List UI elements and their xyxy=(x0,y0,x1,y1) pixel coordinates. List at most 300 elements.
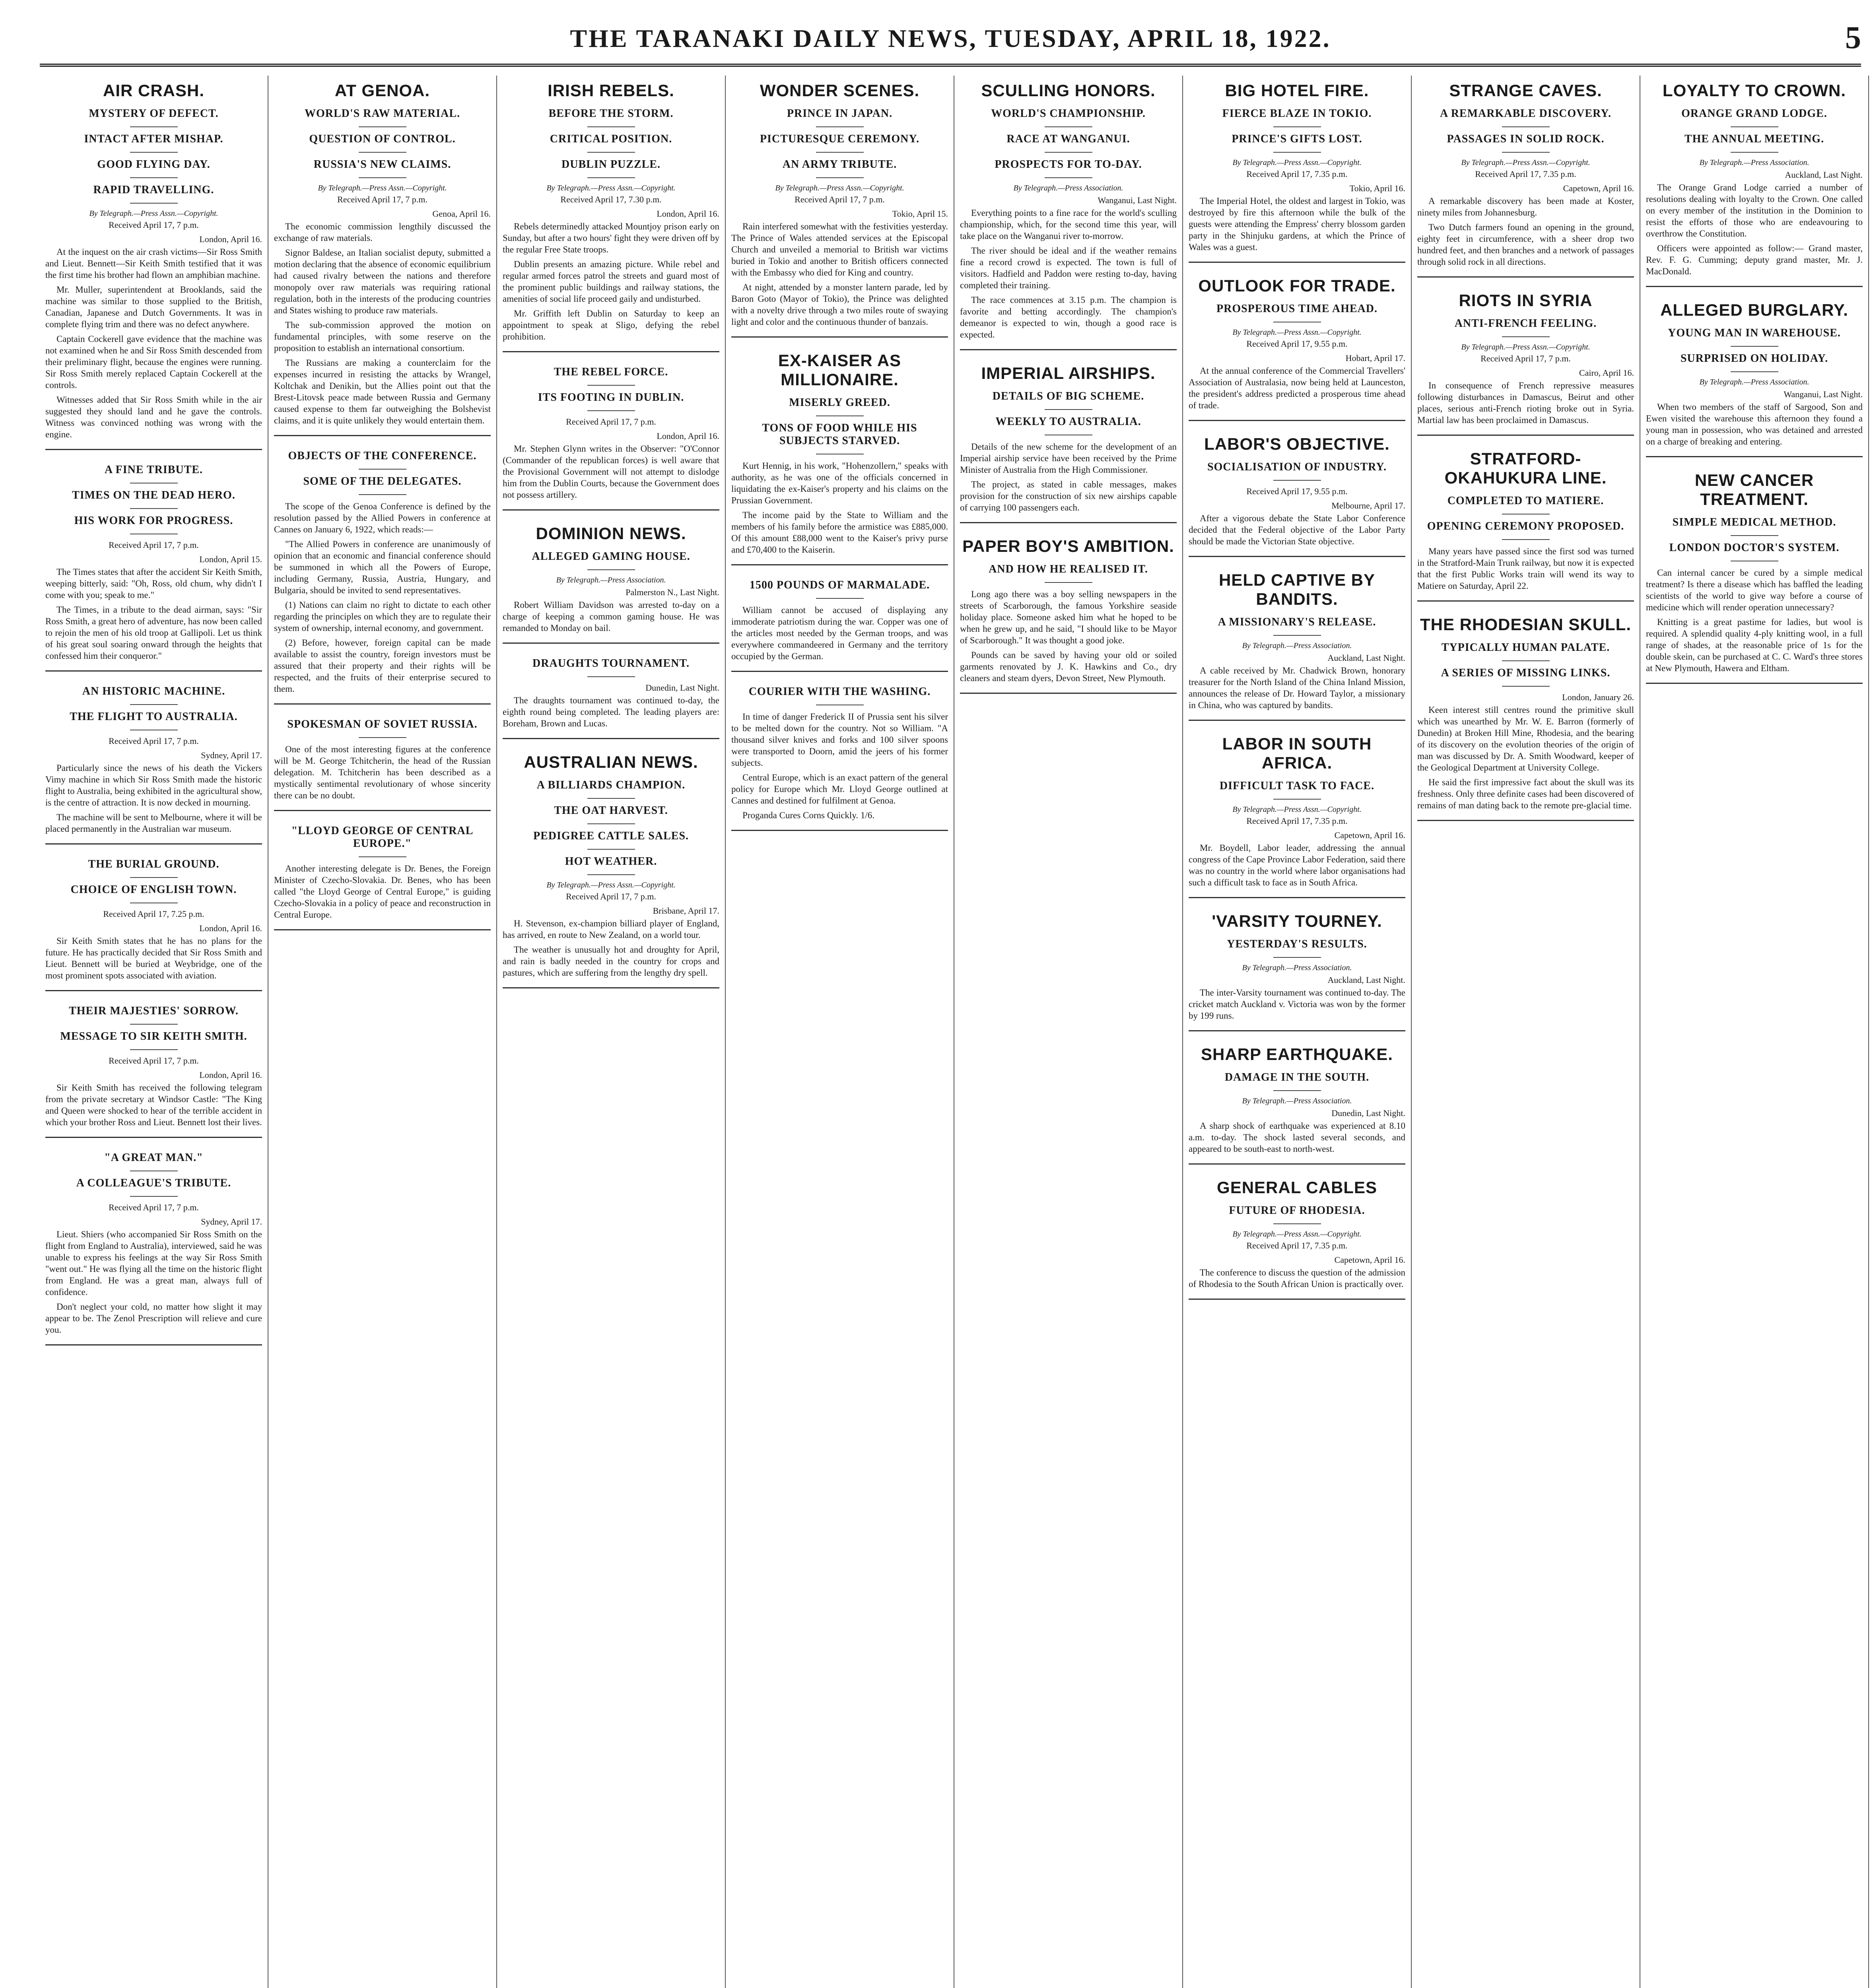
article xyxy=(503,81,719,352)
article-paragraph: (1) Nations can claim no right to dictate to each other regarding the principles on which they are to regulate their system of ownership, internal economy, and government. xyxy=(274,600,491,633)
article-paragraph: After a vigorous debate the State Labor Conference decided that the Federal objective of the Labor Party should be made the Victorian State objective. xyxy=(1189,513,1405,546)
article xyxy=(960,537,1177,694)
article-credit: By Telegraph.—Press Assn.—Copyright. xyxy=(1461,343,1590,351)
article-headline: IRISH REBELS. xyxy=(548,81,674,100)
article-subheading: RUSSIA'S NEW CLAIMS. xyxy=(274,158,491,178)
article-dateline: Melbourne, April 17. xyxy=(1331,501,1405,511)
article-received: Received April 17, 7.35 p.m. xyxy=(1246,816,1348,826)
article xyxy=(45,1005,262,1138)
article-dateline: Auckland, Last Night. xyxy=(1785,170,1863,180)
article-paragraph: Kurt Hennig, in his work, "Hohenzollern," speaks with authority, as he was one of the officials concerned in liquidating the ex-Kaiser's property and his claims on the Prussian Government. xyxy=(731,461,948,505)
article-headline: HELD CAPTIVE BY BANDITS. xyxy=(1218,571,1376,608)
article-credit: By Telegraph.—Press Association. xyxy=(1699,378,1809,386)
article xyxy=(1417,81,1634,278)
article-paragraph: William cannot be accused of displaying any immoderate patriotism during the war. Copper was one of the articles most needed by the German troops, and was everywhere commandeered in Germany and the territory occupied by the German. xyxy=(731,605,948,661)
article xyxy=(731,685,948,831)
article-headline: EX-KAISER AS MILLIONAIRE. xyxy=(778,351,902,389)
article-headline: DOMINION NEWS. xyxy=(536,524,686,543)
article-divider xyxy=(274,810,491,811)
article-divider xyxy=(503,738,719,739)
article-headline: ALLEGED BURGLARY. xyxy=(1660,301,1848,319)
article-divider xyxy=(1189,720,1405,721)
article-subheading: THE ANNUAL MEETING. xyxy=(1646,133,1863,153)
article-received: Received April 17, 7 p.m. xyxy=(109,1202,199,1212)
article-paragraph: (2) Before, however, foreign capital can be made available to assist the country, foreign investors must be assured that their property and their rights will be respected, and the fruits of their enterprise secured to them. xyxy=(274,638,491,694)
article xyxy=(274,450,491,705)
article-divider xyxy=(1646,286,1863,287)
article-received: Received April 17, 7.35 p.m. xyxy=(1246,1241,1348,1250)
article-headline: LABOR IN SOUTH AFRICA. xyxy=(1222,734,1372,772)
article-paragraph: The Imperial Hotel, the oldest and largest in Tokio, was destroyed by fire this afternoon while the bulk of the guests were attending the Empress' cherry blossom garden party in the Shinjuku gardens, at which the Prince of Wales was a guest. xyxy=(1189,196,1405,252)
article-dateline: London, April 16. xyxy=(199,234,262,244)
article-headline: THE RHODESIAN SKULL. xyxy=(1420,615,1631,634)
article-dateline: Palmerston N., Last Night. xyxy=(626,587,719,597)
article-headline: BIG HOTEL FIRE. xyxy=(1225,81,1369,100)
column-3 xyxy=(497,76,726,1988)
article-dateline: Sydney, April 17. xyxy=(201,1217,262,1227)
article-subheading: HIS WORK FOR PROGRESS. xyxy=(45,514,262,534)
article-headline: LABOR'S OBJECTIVE. xyxy=(1204,435,1390,453)
article-divider xyxy=(503,643,719,644)
article-paragraph: The Russians are making a counterclaim for the expenses incurred in resisting the attacks by Wrangel, Koltchak and Denikin, but the Allies point out that the Brest-Litovsk peace made between Russia and Germany caused expense to them far outweighing the Bolshevist claims, and it is quite unlikely they would entertain them. xyxy=(274,358,491,425)
article-credit: By Telegraph.—Press Assn.—Copyright. xyxy=(546,184,676,192)
article-subheading: TIMES ON THE DEAD HERO. xyxy=(45,489,262,509)
article xyxy=(960,364,1177,523)
article-subheading: A SERIES OF MISSING LINKS. xyxy=(1417,667,1634,687)
article xyxy=(274,81,491,436)
article-subheading: PRINCE IN JAPAN. xyxy=(731,107,948,127)
column-6 xyxy=(1183,76,1412,1988)
article-paragraph: Rain interfered somewhat with the festivities yesterday. The Prince of Wales attended services at the Episcopal Church and unveiled a memorial to British war victims buried in Tokio and another to British officers connected with the Embassy who died for King and country. xyxy=(731,221,948,278)
article-paragraph: The river should be ideal and if the weather remains fine a record crowd is expected. The town is full of visitors. Hadfield and Paddon were resting to-day, having completed their training. xyxy=(960,246,1177,290)
article-dateline: London, April 16. xyxy=(657,431,719,441)
article-received: Received April 17, 9.55 p.m. xyxy=(1246,339,1348,349)
article-divider xyxy=(45,843,262,845)
article-credit: By Telegraph.—Press Assn.—Copyright. xyxy=(1232,1230,1362,1239)
article-paragraph: Mr. Boydell, Labor leader, addressing the annual congress of the Cape Province Labor Federation, said there was no country in the world where labor organisations had such a difficult task to face as in South Africa. xyxy=(1189,843,1405,887)
article xyxy=(1189,912,1405,1031)
article-subheading: BEFORE THE STORM. xyxy=(503,107,719,127)
article-subheading: "LLOYD GEORGE OF CENTRAL EUROPE." xyxy=(274,825,491,857)
article-divider xyxy=(960,349,1177,350)
article-subheading: WORLD'S CHAMPIONSHIP. xyxy=(960,107,1177,127)
article-paragraph: The Times states that after the accident Sir Keith Smith, weeping bitterly, said: "Oh, Ross, old chum, why didn't I come with you; speak to me." xyxy=(45,567,262,600)
article xyxy=(274,825,491,930)
article xyxy=(503,524,719,644)
article-subheading: DRAUGHTS TOURNAMENT. xyxy=(503,657,719,677)
article-divider xyxy=(1189,420,1405,421)
article-divider xyxy=(731,671,948,672)
article-subheading: LONDON DOCTOR'S SYSTEM. xyxy=(1646,542,1863,561)
article-dateline: London, April 15. xyxy=(199,554,262,564)
article-headline: AUSTRALIAN NEWS. xyxy=(524,753,698,771)
article xyxy=(45,685,262,845)
article-paragraph: The Orange Grand Lodge carried a number of resolutions dealing with loyalty to the Crown. One called on every member of the institution in the Dominion to resist the efforts of those who are endeavouring to overthrow the Constitution. xyxy=(1646,182,1863,239)
article xyxy=(1417,615,1634,821)
article-dateline: Cairo, April 16. xyxy=(1579,368,1634,378)
article-subheading: YESTERDAY'S RESULTS. xyxy=(1189,938,1405,958)
article-credit: By Telegraph.—Press Assn.—Copyright. xyxy=(1232,158,1362,167)
article-subheading: OBJECTS OF THE CONFERENCE. xyxy=(274,450,491,470)
article-subheading: OPENING CEREMONY PROPOSED. xyxy=(1417,520,1634,540)
article-headline: 'VARSITY TOURNEY. xyxy=(1212,912,1382,930)
article-dateline: Capetown, April 16. xyxy=(1563,183,1634,193)
article-dateline: London, April 16. xyxy=(199,923,262,933)
article-paragraph: The Times, in a tribute to the dead airman, says: "Sir Ross Smith, a great hero of adventure, has now been called to rejoin the men of his old troop at Gallipoli. Let us think of his great soul soaring onward through the heights that confessed him their conqueror." xyxy=(45,605,262,661)
article xyxy=(1417,291,1634,436)
article-received: Received April 17, 7.25 p.m. xyxy=(103,909,204,919)
article-paragraph: Rebels determinedly attacked Mountjoy prison early on Sunday, but after a two hours' fight they were driven off by the regular Free State troops. xyxy=(503,221,719,254)
article-dateline: Brisbane, April 17. xyxy=(653,906,719,916)
article-paragraph: Two Dutch farmers found an opening in the ground, eighty feet in circumference, with a sheer drop two hundred feet, and then branches and a network of passages through solid rock in all directions. xyxy=(1417,222,1634,267)
article-credit: By Telegraph.—Press Association. xyxy=(1013,184,1123,192)
article xyxy=(1417,449,1634,602)
article-paragraph: A remarkable discovery has been made at Koster, ninety miles from Johannesburg. xyxy=(1417,196,1634,217)
article-credit: By Telegraph.—Press Assn.—Copyright. xyxy=(546,881,676,889)
article-subheading: HOT WEATHER. xyxy=(503,855,719,875)
article-paragraph: Dublin presents an amazing picture. While rebel and regular armed forces patrol the streets and guard most of the prominent public buildings and railway stations, the amenities of social life proceed gaily and undisturbed. xyxy=(503,259,719,304)
article-paragraph: At the inquest on the air crash victims—Sir Ross Smith and Lieut. Bennett—Sir Keith Smith testified that it was the first time his brother had flown an amphibian machine. xyxy=(45,247,262,280)
article-dateline: Capetown, April 16. xyxy=(1334,1255,1405,1265)
article xyxy=(45,1151,262,1345)
article-paragraph: The inter-Varsity tournament was continued to-day. The cricket match Auckland v. Victoria was won by the former by 199 runs. xyxy=(1189,988,1405,1021)
article-subheading: FUTURE OF RHODESIA. xyxy=(1189,1204,1405,1224)
article xyxy=(503,366,719,511)
article-received: Received April 17, 7.35 p.m. xyxy=(1475,169,1576,179)
column-5 xyxy=(954,76,1183,1988)
article xyxy=(1646,301,1863,457)
article-paragraph: Signor Baldese, an Italian socialist deputy, submitted a motion declaring that the absence of economic equilibrium had caused rivalry between the nations and therefore monopoly over raw materials was requiring rational regulation, both in the interests of the producing countries and States wishing to produce raw materials. xyxy=(274,248,491,315)
article-received: Received April 17, 9.55 p.m. xyxy=(1246,486,1348,496)
article-headline: AIR CRASH. xyxy=(103,81,204,100)
article-subheading: THE BURIAL GROUND. xyxy=(45,858,262,878)
article xyxy=(1189,435,1405,557)
article xyxy=(960,81,1177,350)
article-subheading: SIMPLE MEDICAL METHOD. xyxy=(1646,516,1863,536)
article-subheading: TYPICALLY HUMAN PALATE. xyxy=(1417,641,1634,661)
article-paragraph: Robert William Davidson was arrested to-day on a charge of keeping a common gaming house. He was remanded to Monday on bail. xyxy=(503,600,719,633)
article-headline: STRATFORD-OKAHUKURA LINE. xyxy=(1444,449,1607,487)
article-divider xyxy=(274,929,491,930)
article-subheading: RAPID TRAVELLING. xyxy=(45,184,262,204)
newspaper-columns xyxy=(40,76,1869,1988)
article-subheading: SOME OF THE DELEGATES. xyxy=(274,475,491,495)
article-paragraph: Sir Keith Smith states that he has no plans for the future. He has practically decided that Sir Ross Smith and Lieut. Bennett will be buried at Weybridge, one of the most prominent spots associated with aviation. xyxy=(45,936,262,980)
article-subheading: CHOICE OF ENGLISH TOWN. xyxy=(45,883,262,903)
article-divider xyxy=(1646,456,1863,457)
article-divider xyxy=(1189,897,1405,898)
article-subheading: ORANGE GRAND LODGE. xyxy=(1646,107,1863,127)
article-divider xyxy=(1417,435,1634,436)
article-dateline: Auckland, Last Night. xyxy=(1327,975,1405,985)
article-divider xyxy=(1189,262,1405,263)
article-paragraph: A cable received by Mr. Chadwick Brown, honorary treasurer for the North Island of the China Inland Mission, announces the release of Dr. Howard Taylor, a missionary in China, who was captured by bandits. xyxy=(1189,666,1405,710)
article-paragraph: Can internal cancer be cured by a simple medical treatment? Is there a disease which has baffled the leading scientists of the world to give way before a course of medicine which will render operation unnecessary? xyxy=(1646,568,1863,612)
article-subheading: ITS FOOTING IN DUBLIN. xyxy=(503,391,719,411)
article-paragraph: He said the first impressive fact about the skull was its freshness. Only three definite cases had been discovered of remains of man dating back to the remote pre-glacial time. xyxy=(1417,777,1634,810)
article-credit: By Telegraph.—Press Assn.—Copyright. xyxy=(1232,328,1362,337)
article-paragraph: Sir Keith Smith has received the following telegram from the private secretary at Windsor Castle: "The King and Queen were shocked to hear of the terrible accident in which your brother Ross and Lieut. Bennett lost their lives. xyxy=(45,1083,262,1127)
article-subheading: ALLEGED GAMING HOUSE. xyxy=(503,550,719,570)
article-paragraph: Details of the new scheme for the development of an Imperial airship service have been received by the Prime Minister of Australia from the High Commissioner. xyxy=(960,442,1177,475)
article-dateline: Tokio, April 16. xyxy=(1349,183,1405,193)
article-paragraph: Mr. Muller, superintendent at Brooklands, said the machine was similar to those supplied to the British, Canadian, Japanese and Dutch Governments. It was in complete flying trim and there was no defect anywhere. xyxy=(45,285,262,329)
article-subheading: YOUNG MAN IN WAREHOUSE. xyxy=(1646,327,1863,347)
article-headline: LOYALTY TO CROWN. xyxy=(1662,81,1846,100)
column-8 xyxy=(1640,76,1869,1988)
column-7 xyxy=(1412,76,1640,1988)
article-subheading: CRITICAL POSITION. xyxy=(503,133,719,153)
article xyxy=(1189,1178,1405,1300)
article-dateline: Dunedin, Last Night. xyxy=(1331,1108,1405,1118)
article-headline: PAPER BOY'S AMBITION. xyxy=(962,537,1174,555)
article xyxy=(1189,734,1405,898)
article-divider xyxy=(45,449,262,450)
article-divider xyxy=(503,351,719,352)
article-dateline: Dunedin, Last Night. xyxy=(645,683,719,693)
article-dateline: Sydney, April 17. xyxy=(201,750,262,760)
article xyxy=(1189,81,1405,263)
article-paragraph: The draughts tournament was continued to-day, the eighth round being completed. The leading players are: Boreham, Brown and Lucas. xyxy=(503,695,719,728)
article-dateline: Capetown, April 16. xyxy=(1334,830,1405,840)
article-subheading: PROSPECTS FOR TO-DAY. xyxy=(960,158,1177,178)
article-dateline: Wanganui, Last Night. xyxy=(1784,389,1863,399)
article-headline: SCULLING HONORS. xyxy=(981,81,1156,100)
article-divider xyxy=(731,564,948,565)
article-paragraph: Don't neglect your cold, no matter how slight it may appear to be. The Zenol Prescription will relieve and cure you. xyxy=(45,1302,262,1335)
article-headline: IMPERIAL AIRSHIPS. xyxy=(981,364,1156,382)
article-subheading: MISERLY GREED. xyxy=(731,396,948,416)
article-headline: WONDER SCENES. xyxy=(760,81,920,100)
article-received: Received April 17, 7 p.m. xyxy=(109,1056,199,1066)
article-divider xyxy=(503,509,719,511)
article-received: Received April 17, 7 p.m. xyxy=(795,194,885,204)
article-paragraph: Officers were appointed as follow:— Grand master, Rev. F. G. Cumming; deputy grand master, Mr. J. MacDonald. xyxy=(1646,243,1863,276)
article-divider xyxy=(1417,600,1634,602)
article-subheading: A COLLEAGUE'S TRIBUTE. xyxy=(45,1177,262,1197)
article-subheading: PICTURESQUE CEREMONY. xyxy=(731,133,948,153)
article-paragraph: Mr. Stephen Glynn writes in the Observer: "O'Connor (Commander of the republican forces) is well aware that the Provisional Government will not attempt to dislodge him from the Dublin Courts, because the Government does not possess artillery. xyxy=(503,444,719,500)
article-subheading: AN ARMY TRIBUTE. xyxy=(731,158,948,178)
article-received: Received April 17, 7.30 p.m. xyxy=(560,194,662,204)
article-received: Received April 17, 7 p.m. xyxy=(566,891,656,901)
article xyxy=(1189,276,1405,421)
article-subheading: DAMAGE IN THE SOUTH. xyxy=(1189,1071,1405,1091)
article-paragraph: The race commences at 3.15 p.m. The champion is favorite and betting accordingly. The champion's demeanor is expected to win, though a good race is expected. xyxy=(960,295,1177,340)
article-subheading: AN HISTORIC MACHINE. xyxy=(45,685,262,705)
article-subheading: WEEKLY TO AUSTRALIA. xyxy=(960,415,1177,435)
article-headline: STRANGE CAVES. xyxy=(1449,81,1602,100)
article-dateline: Auckland, Last Night. xyxy=(1327,653,1405,663)
article-received: Received April 17, 7 p.m. xyxy=(337,194,427,204)
article-paragraph: Proganda Cures Corns Quickly. 1/6. xyxy=(742,810,874,820)
article-divider xyxy=(274,435,491,436)
article-subheading: PRINCE'S GIFTS LOST. xyxy=(1189,133,1405,153)
article-divider xyxy=(1417,820,1634,821)
article-paragraph: The weather is unusually hot and droughty for April, and rain is badly needed in the country for crops and pastures, which are suffering from the lengthy dry spell. xyxy=(503,945,719,978)
article-subheading: PROSPEROUS TIME AHEAD. xyxy=(1189,303,1405,322)
article-credit: By Telegraph.—Press Association. xyxy=(556,576,666,584)
article-paragraph: Another interesting delegate is Dr. Benes, the Foreign Minister of Czecho-Slovakia. Dr. Benes, who has been called "the Lloyd George of Central Europe," is guiding Czecho-Slovakia in a policy of peace and reconstruction in Central Europe. xyxy=(274,864,491,920)
article-subheading: MYSTERY OF DEFECT. xyxy=(45,107,262,127)
article-headline: AT GENOA. xyxy=(334,81,430,100)
article-dateline: Hobart, April 17. xyxy=(1345,353,1405,363)
article-divider xyxy=(960,522,1177,523)
article-subheading: PASSAGES IN SOLID ROCK. xyxy=(1417,133,1634,153)
article-headline: NEW CANCER TREATMENT. xyxy=(1694,471,1814,509)
article-subheading: WORLD'S RAW MATERIAL. xyxy=(274,107,491,127)
article-subheading: SOCIALISATION OF INDUSTRY. xyxy=(1189,461,1405,481)
article-subheading: TONS OF FOOD WHILE HIS SUBJECTS STARVED. xyxy=(731,422,948,454)
article-divider xyxy=(45,990,262,991)
article-paragraph: Long ago there was a boy selling newspapers in the streets of Scarborough, the famous Yorkshire seaside holiday place. Someone asked him what he hoped to be when he grew up, and he said, "I should like to be Mayor of Scarborough." It was thought a good joke. xyxy=(960,589,1177,645)
article-divider xyxy=(1189,1163,1405,1165)
article-headline: RIOTS IN SYRIA xyxy=(1459,291,1593,310)
article-subheading: COMPLETED TO MATIERE. xyxy=(1417,495,1634,514)
article-paragraph: The conference to discuss the question of the admission of Rhodesia to the South African Union is practically over. xyxy=(1189,1268,1405,1289)
article xyxy=(731,579,948,672)
article-paragraph: Lieut. Shiers (who accompanied Sir Ross Smith on the flight from England to Australia), interviewed, said he was unable to express his feelings at the way Sir Ross Smith "went out." He was flying all the time on the historic flight from England. He was a great man, always full of confidence. xyxy=(45,1229,262,1297)
article-paragraph: Mr. Griffith left Dublin on Saturday to keep an appointment to speak at Sligo, defying the rebel prohibition. xyxy=(503,309,719,342)
article xyxy=(1189,571,1405,721)
masthead xyxy=(40,16,1861,67)
article-credit: By Telegraph.—Press Assn.—Copyright. xyxy=(318,184,447,192)
article-paragraph: Knitting is a great pastime for ladies, but wool is required. A splendid quality 4-ply knitting wool, in a full range of shades, at the reasonable price of 1s for the double skein, can be purchased at C. C. Ward's three stores at New Plymouth, Hawera and Eltham. xyxy=(1646,617,1863,673)
article-paragraph: The scope of the Genoa Conference is defined by the resolution passed by the Allied Powers in conference at Cannes on January 6, 1922, which reads:— xyxy=(274,501,491,534)
article-credit: By Telegraph.—Press Association. xyxy=(1699,158,1809,167)
article-paragraph: Witnesses added that Sir Ross Smith while in the air suggested they should land and he gave the controls. Witness was convinced nothing was wrong with the engine. xyxy=(45,395,262,439)
article-paragraph: Captain Cockerell gave evidence that the machine was not examined when he and Sir Ross Smith descended from their preliminary flight, because the engines were running. Sir Ross Smith merely replaced Captain Cockerell at the controls. xyxy=(45,334,262,390)
article-subheading: THEIR MAJESTIES' SORROW. xyxy=(45,1005,262,1025)
article-subheading: A BILLIARDS CHAMPION. xyxy=(503,779,719,799)
article xyxy=(731,81,948,338)
article-dateline: Tokio, April 15. xyxy=(892,209,948,219)
article-divider xyxy=(45,1137,262,1138)
article-credit: By Telegraph.—Press Association. xyxy=(1242,963,1352,972)
article-divider xyxy=(45,670,262,672)
article-dateline: London, April 16. xyxy=(657,209,719,219)
article-subheading: MESSAGE TO SIR KEITH SMITH. xyxy=(45,1030,262,1050)
article-received: Received April 17, 7 p.m. xyxy=(109,540,199,550)
article-paragraph: When two members of the staff of Sargood, Son and Ewen visited the warehouse this afternoon they found a young man in possession, who was detained and arrested on a charge of breaking and entering. xyxy=(1646,402,1863,447)
article-subheading: 1500 POUNDS OF MARMALADE. xyxy=(731,579,948,599)
article xyxy=(503,753,719,988)
article-headline: OUTLOOK FOR TRADE. xyxy=(1198,276,1396,295)
article-subheading: PEDIGREE CATTLE SALES. xyxy=(503,830,719,850)
article-paragraph: Pounds can be saved by having your old or soiled garments renovated by J. K. Hawkins and Co., dry cleaners and steam dyers, Devon Street, New Plymouth. xyxy=(960,650,1177,683)
article-paragraph: H. Stevenson, ex-champion billiard player of England, has arrived, en route to New Zealand, on a world tour. xyxy=(503,918,719,940)
article-headline: GENERAL CABLES xyxy=(1217,1178,1377,1197)
article-paragraph: A sharp shock of earthquake was experienced at 8.10 a.m. to-day. The shock lasted several seconds, and appeared to be south-east to north-west. xyxy=(1189,1121,1405,1154)
article-received: Received April 17, 7 p.m. xyxy=(109,220,199,230)
article-subheading: SPOKESMAN OF SOVIET RUSSIA. xyxy=(274,718,491,738)
article-paragraph: "The Allied Powers in conference are unanimously of opinion that an economic and financial conference should be summoned in which all the Powers of Europe, including Germany, Russia, Austria, Hungary, and Bulgaria, should be invited to send representatives. xyxy=(274,539,491,595)
article-paragraph: The sub-commission approved the motion on fundamental principles, with some reserve on the proposition to establish an international consortium. xyxy=(274,320,491,353)
article-paragraph: The project, as stated in cable messages, makes provision for the construction of six new airships capable of carrying 100 passengers each. xyxy=(960,480,1177,513)
column-4 xyxy=(726,76,954,1988)
article-subheading: THE FLIGHT TO AUSTRALIA. xyxy=(45,711,262,730)
article-subheading: SURPRISED ON HOLIDAY. xyxy=(1646,352,1863,372)
column-2 xyxy=(268,76,497,1988)
article-subheading: THE OAT HARVEST. xyxy=(503,804,719,824)
article-credit: By Telegraph.—Press Assn.—Copyright. xyxy=(1461,158,1590,167)
article-divider xyxy=(45,1344,262,1345)
article-paragraph: The income paid by the State to William and the members of his family before the armistice was £885,000. Of this amount £88,000 went to the Kaiser's privy purse and £70,400 to the Kaiserin. xyxy=(731,510,948,555)
article-received: Received April 17, 7 p.m. xyxy=(109,736,199,746)
article-paragraph: In consequence of French repressive measures following disturbances in Damascus, Beirut and other places, serious anti-French rioting broke out in Syria. Martial law has been proclaimed in Damascus. xyxy=(1417,381,1634,425)
article xyxy=(731,351,948,565)
article-dateline: Wanganui, Last Night. xyxy=(1098,195,1177,205)
article-dateline: Genoa, April 16. xyxy=(432,209,491,219)
article-divider xyxy=(731,830,948,831)
article-subheading: RACE AT WANGANUI. xyxy=(960,133,1177,153)
article-paragraph: The machine will be sent to Melbourne, where it will be placed permanently in the Australian war museum. xyxy=(45,812,262,834)
article-paragraph: Particularly since the news of his death the Vickers Vimy machine in which Sir Ross Smith made the historic flight to Australia, being exhibited in the agricultural show, is the centre of attraction. It is now decked in mourning. xyxy=(45,763,262,808)
article-paragraph: Keen interest still centres round the primitive skull which was unearthed by Mr. W. E. Barron (formerly of Dunedin) at Broken Hill Mine, Rhodesia, and the bearing of its discovery on the evolution theories of the origin of man was discussed by Dr. A. Smith Woodward, keeper of the Geological Department at University College. xyxy=(1417,705,1634,773)
article-subheading: FIERCE BLAZE IN TOKIO. xyxy=(1189,107,1405,127)
article-divider xyxy=(274,703,491,705)
article xyxy=(45,81,262,450)
article-subheading: QUESTION OF CONTROL. xyxy=(274,133,491,153)
article-divider xyxy=(960,693,1177,694)
article-subheading: GOOD FLYING DAY. xyxy=(45,158,262,178)
article-received: Received April 17, 7 p.m. xyxy=(1481,353,1571,363)
article-divider xyxy=(1417,276,1634,278)
article-divider xyxy=(1189,556,1405,557)
article-paragraph: At night, attended by a monster lantern parade, led by Baron Goto (Mayor of Tokio), the Prince was delighted with a novelty drive through a two miles route of swaying light and color and the continuous thunder of banzais. xyxy=(731,282,948,327)
article xyxy=(503,657,719,739)
article xyxy=(45,464,262,672)
article-subheading: INTACT AFTER MISHAP. xyxy=(45,133,262,153)
article-subheading: COURIER WITH THE WASHING. xyxy=(731,685,948,705)
article-paragraph: In time of danger Frederick II of Prussia sent his silver to be melted down for the country. Not so William. "A thousand silver knives and forks and 100 silver spoons were transported to Doorn, amid the jeers of his former subjects. xyxy=(731,712,948,768)
article-received: Received April 17, 7 p.m. xyxy=(566,417,656,427)
article-paragraph: Everything points to a fine race for the world's sculling championship, which, for the second time this year, will take place on the Wanganui river to-morrow. xyxy=(960,208,1177,241)
article-credit: By Telegraph.—Press Association. xyxy=(1242,1097,1352,1105)
article-subheading: ANTI-FRENCH FEELING. xyxy=(1417,317,1634,337)
article xyxy=(274,718,491,811)
masthead-title: THE TARANAKI DAILY NEWS, TUESDAY, APRIL 18, 1922. xyxy=(570,24,1331,52)
article-subheading: A MISSIONARY'S RELEASE. xyxy=(1189,616,1405,636)
article-credit: By Telegraph.—Press Assn.—Copyright. xyxy=(1232,805,1362,814)
article-credit: By Telegraph.—Press Association. xyxy=(1242,641,1352,650)
article-divider xyxy=(503,987,719,988)
article-subheading: DETAILS OF BIG SCHEME. xyxy=(960,390,1177,410)
article-paragraph: The economic commission lengthily discussed the exchange of raw materials. xyxy=(274,221,491,243)
article-credit: By Telegraph.—Press Assn.—Copyright. xyxy=(89,209,218,218)
article-subheading: "A GREAT MAN." xyxy=(45,1151,262,1171)
article xyxy=(1189,1045,1405,1165)
article-divider xyxy=(1646,683,1863,684)
article xyxy=(1646,81,1863,287)
article-divider xyxy=(1189,1030,1405,1031)
article-divider xyxy=(1189,1299,1405,1300)
article-subheading: A REMARKABLE DISCOVERY. xyxy=(1417,107,1634,127)
article-subheading: THE REBEL FORCE. xyxy=(503,366,719,386)
article-subheading: DUBLIN PUZZLE. xyxy=(503,158,719,178)
article-paragraph: One of the most interesting figures at the conference will be M. George Tchitcherin, the head of the Russian delegation. M. Tchitcherin has been described as a mystically sentimental revolutionary of whose sincerity there can be no doubt. xyxy=(274,744,491,800)
article xyxy=(1646,471,1863,684)
column-1 xyxy=(40,76,268,1988)
article-dateline: London, April 16. xyxy=(199,1070,262,1080)
article-paragraph: At the annual conference of the Commercial Travellers' Association of Australasia, now being held at Launceston, the president's address predicted a prosperous time ahead of trade. xyxy=(1189,366,1405,410)
article-paragraph: Central Europe, which is an exact pattern of the general policy for Europe which Mr. Lloyd George outlined at Cannes and destined for fulfilment at Genoa. xyxy=(731,773,948,806)
article-received: Received April 17, 7.35 p.m. xyxy=(1246,169,1348,179)
article-subheading: AND HOW HE REALISED IT. xyxy=(960,563,1177,583)
article-dateline: London, January 26. xyxy=(1562,692,1634,702)
article-paragraph: Many years have passed since the first sod was turned in the Stratford-Main Trunk railway, but now it is expected that the first Public Works train will wend its way to Matiere on Saturday, April 22. xyxy=(1417,546,1634,591)
article-subheading: DIFFICULT TASK TO FACE. xyxy=(1189,780,1405,800)
